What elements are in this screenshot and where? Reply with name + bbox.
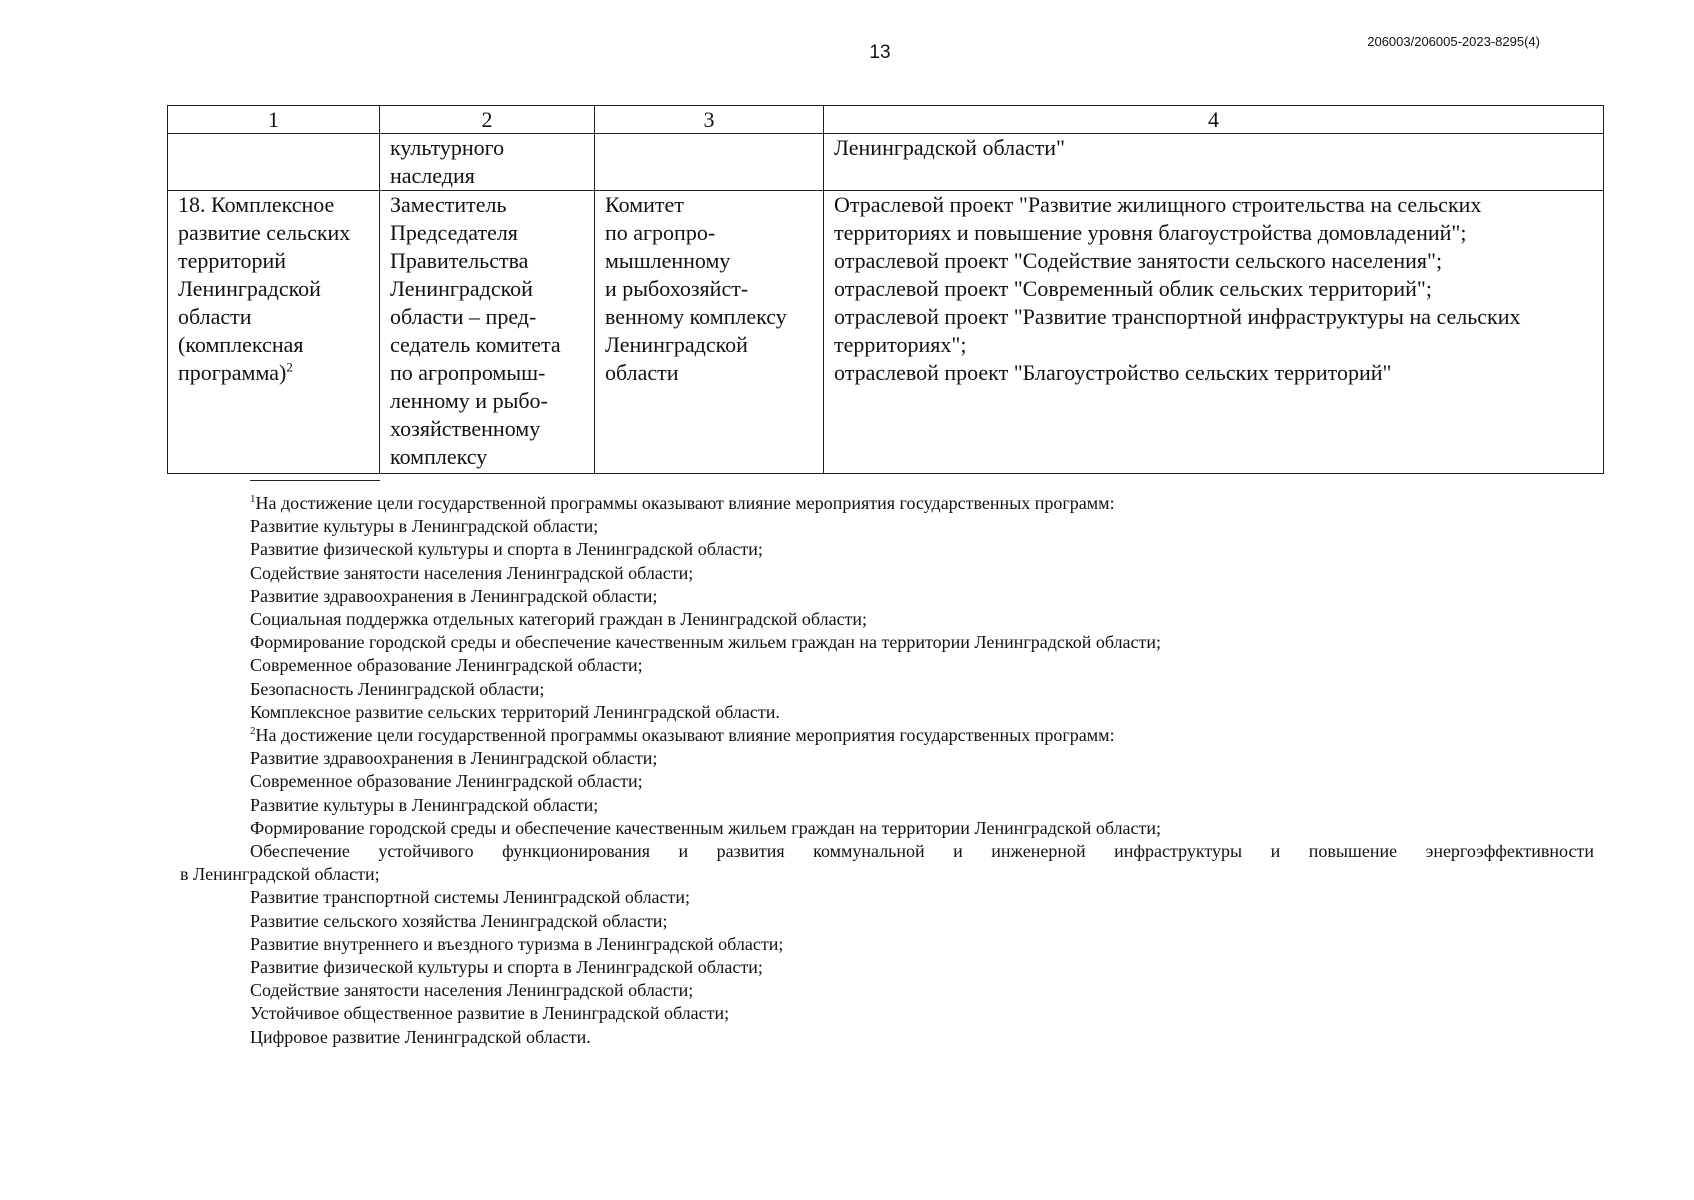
list-item: Развитие культуры в Ленинградской области; [250,794,599,815]
cell-line: (комплексная [178,332,304,357]
list-item: Развитие транспортной системы Ленинградской области; [250,887,691,908]
cell-line: 18. Комплексное [178,192,335,217]
cell-line: Ленинградской области" [834,135,1065,160]
cell-line: комплексу [390,444,488,469]
cell-line: Заместитель [390,192,507,217]
list-item: Формирование городской среды и обеспечение качественным жильем граждан на территории Ленинградской области; [250,632,1162,653]
cell-line: и рыбохозяйст- [605,276,749,301]
cell-line: области – пред- [390,304,537,329]
cell-line: по агропромыш- [390,360,546,385]
cell-line: отраслевой проект "Содействие занятости сельского населения"; [834,248,1443,273]
list-item: Безопасность Ленинградской области; [250,678,545,699]
cell-line: территориях и повышение уровня благоустройства домовладений"; [834,220,1467,245]
cell-line: Ленинградской [605,332,748,357]
column-header-4: 4 [824,106,1604,134]
footnote-marker-2: 2 [250,725,256,738]
list-item: Развитие культуры в Ленинградской области; [250,516,599,537]
cell-line: культурного [390,135,505,160]
list-item: Цифровое развитие Ленинградской области. [250,1026,591,1047]
cell-line: Отраслевой проект "Развитие жилищного строительства на сельских [834,192,1482,217]
list-item: Развитие физической культуры и спорта в Ленинградской области; [250,957,763,978]
list-item: Развитие физической культуры и спорта в Ленинградской области; [250,539,763,560]
cell-line: наследия [390,163,475,188]
list-item: Развитие здравоохранения в Ленинградской области; [250,585,658,606]
cell-continuation-col1 [168,134,380,191]
cell-line: территорий [178,248,287,273]
document-id: 206003/206005-2023-8295(4) [1367,34,1540,49]
cell-line: Ленинградской [390,276,533,301]
cell-line: мышленному [605,248,731,273]
list-item: Развитие внутреннего и въездного туризма в Ленинградской области; [250,933,784,954]
list-item: Социальная поддержка отдельных категорий граждан в Ленинградской области; [250,609,868,630]
cell-line: территориях"; [834,332,967,357]
cell-line: области [605,360,679,385]
cell-line: венному комплексу [605,304,787,329]
column-header-1: 1 [168,106,380,134]
list-item: Комплексное развитие сельских территорий Ленинградской области. [250,701,780,722]
cell-responsible-official [380,191,595,474]
column-header-2: 2 [380,106,595,134]
footnote-2-intro [180,724,1594,747]
cell-continuation-col3 [595,134,824,191]
page-number: 13 [869,42,891,63]
cell-program-name [168,191,380,474]
list-item: Современное образование Ленинградской области; [250,771,643,792]
cell-line: развитие сельских [178,220,351,245]
cell-line [178,359,369,387]
footnote-1-intro [180,492,1594,515]
cell-line: Председателя [390,220,518,245]
list-item: Содействие занятости населения Ленинградской области; [250,562,694,583]
cell-line: Ленинградской [178,276,321,301]
cell-line: отраслевой проект "Благоустройство сельских территорий" [834,360,1392,385]
cell-line: отраслевой проект "Развитие транспортной инфраструктуры на сельских [834,304,1521,329]
cell-responsible-body [595,191,824,474]
cell-line: Правительства [390,248,529,273]
column-header-3: 3 [595,106,824,134]
cell-projects [824,191,1604,474]
list-item-wrapped: Обеспечение устойчивого функционирования и развития коммунальной и инженерной инфраструктуры и повышение энергоэффективности [250,841,1594,862]
footnote-text: На достижение цели государственной программы оказывают влияние мероприятия государственных программ: [255,493,1115,513]
cell-line: отраслевой проект "Современный облик сельских территорий"; [834,276,1433,301]
list-item-wrapped-continuation: в Ленинградской области; [180,864,380,885]
footnote-separator [250,480,380,481]
cell-line: Комитет [605,192,684,217]
table-row-continuation [168,134,1604,191]
cell-line: хозяйственному [390,416,541,441]
cell-line: седатель комитета [390,332,561,357]
list-item: Содействие занятости населения Ленинградской области; [250,980,694,1001]
cell-line: области [178,304,252,329]
cell-line-text: программа) [178,360,287,385]
footnote-marker-1: 1 [250,493,256,505]
cell-continuation-col2 [380,134,595,191]
table-header-row [168,106,1604,134]
footnote-text: На достижение цели государственной программы оказывают влияние мероприятия государственных программ: [255,725,1115,746]
table-row-18 [168,191,1604,474]
cell-line: ленному и рыбо- [390,388,548,413]
program-table [167,105,1604,474]
footnote-ref-2: 2 [286,359,293,375]
cell-continuation-col4 [824,134,1604,191]
list-item: Современное образование Ленинградской области; [250,655,643,676]
list-item: Развитие здравоохранения в Ленинградской области; [250,748,658,769]
footnotes [180,492,1594,1049]
list-item: Устойчивое общественное развитие в Ленинградской области; [250,1003,730,1024]
list-item: Формирование городской среды и обеспечение качественным жильем граждан на территории Ленинградской области; [250,817,1162,838]
cell-line: по агропро- [605,220,716,245]
list-item: Развитие сельского хозяйства Ленинградской области; [250,910,668,931]
